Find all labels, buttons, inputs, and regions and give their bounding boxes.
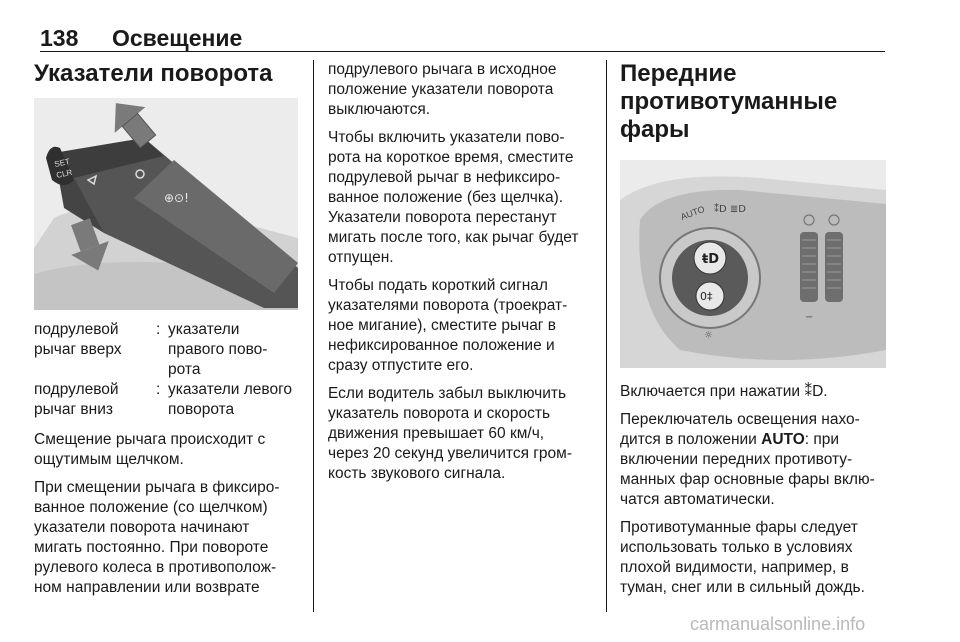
- stalk-illustration: [34, 98, 298, 310]
- light-symbols-icon: ⊕⊙!: [164, 191, 189, 205]
- paragraph: Чтобы включить указатели пово- рота на короткое время, сместите подрулевой рычаг в нефиксиро- ванное положение (без щелчка). Указатели поворота перестанут мигать после того, как рычаг будет отпущен.: [328, 129, 579, 266]
- column-1: [34, 60, 302, 606]
- fog-symbol-icon: ⁑D.: [804, 383, 828, 400]
- rear-fog-icon: 0‡: [700, 290, 713, 303]
- paragraph: Переключатель освещения нахо- дится в положении AUTO: при включении передних противоту- манных фар основные фары вклю- чатся автоматически.: [620, 411, 875, 508]
- column-divider: [606, 60, 607, 612]
- column-2: [328, 60, 598, 492]
- auto-term: AUTO: [761, 431, 805, 448]
- front-fog-icon: ŧD: [702, 252, 720, 267]
- set-label: SET: [53, 156, 71, 169]
- watermark: carmanualsonline.info: [690, 614, 866, 634]
- section-title: Освещение: [112, 25, 243, 51]
- legend-desc: указатели левого поворота: [168, 381, 293, 418]
- auto-label: AUTO: [679, 203, 707, 222]
- light-switch-svg: [620, 160, 886, 368]
- parking-light-icon: ⁑D ≣D: [714, 204, 746, 215]
- page-number: 138: [40, 25, 79, 51]
- column-3: [620, 60, 888, 606]
- stalk-legend: [34, 320, 300, 420]
- header-rule: [40, 51, 885, 52]
- legend-row-down: подрулевой рычаг вниз : указатели левого поворота: [34, 380, 300, 420]
- legend-term: подрулевой рычаг вверх: [34, 321, 122, 358]
- paragraph: При смещении рычага в фиксиро- ванное положение (со щелчком) указатели поворота начинают мигать постоянно. При повороте рулевого колеса в противополож- ном направлении или возврате: [34, 479, 280, 596]
- fog-lights-heading: Передние противотуманные фары: [620, 60, 838, 143]
- paragraph: Противотуманные фары следует использовать только в условиях плохой видимости, например, в туман, снег или в сильный дождь.: [620, 519, 865, 596]
- paragraph: подрулевого рычага в исходное положение указатели поворота выключаются.: [328, 61, 557, 118]
- paragraph: Смещение рычага происходит с ощутимым щелчком.: [34, 431, 266, 468]
- legend-row-up: подрулевой рычаг вверх : указатели правого пово- рота: [34, 320, 300, 380]
- light-switch-illustration: [620, 160, 886, 368]
- page-header: [40, 22, 885, 54]
- paragraph: Чтобы подать короткий сигнал указателями поворота (троекрат- ное мигание), сместите рычаг в нефиксированное положение и сразу отпустите его.: [328, 277, 568, 374]
- paragraph: Если водитель забыл выключить указатель поворота и скорость движения превышает 60 км/ч, через 20 секунд увеличится гром- кость звукового сигнала.: [328, 385, 572, 482]
- svg-text:−: −: [805, 312, 814, 323]
- paragraph: Включается при нажатии ⁑D.: [620, 383, 828, 400]
- turn-signals-heading: Указатели поворота: [34, 60, 273, 87]
- column-divider: [313, 60, 314, 612]
- legend-term: подрулевой рычаг вниз: [34, 381, 119, 418]
- legend-desc: указатели правого пово- рота: [168, 321, 268, 378]
- clr-label: CLR: [55, 167, 74, 180]
- brightness-icon: ☼: [704, 330, 713, 341]
- stalk-svg: [34, 98, 298, 310]
